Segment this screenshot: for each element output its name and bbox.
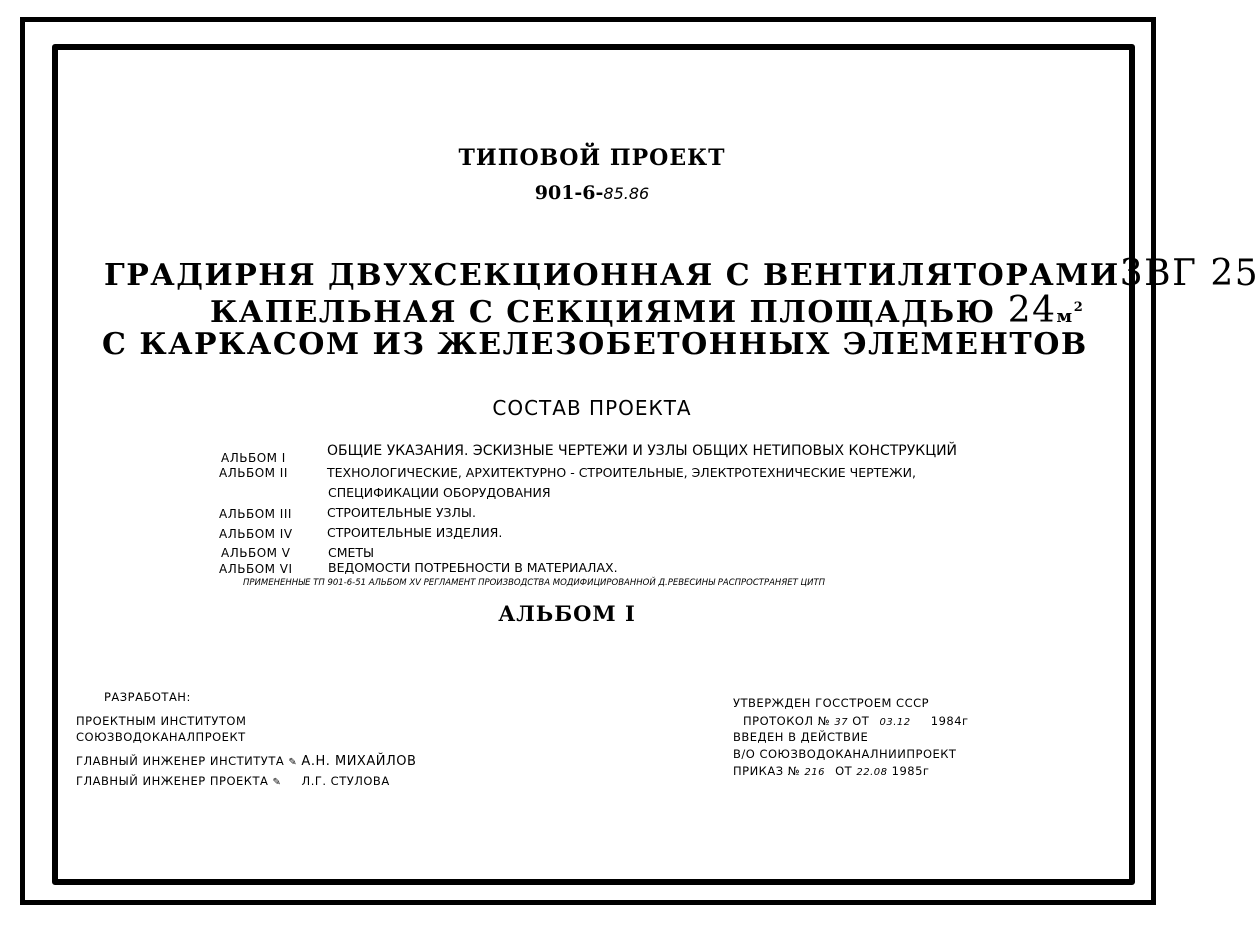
- album-1-text: ОБЩИЕ УКАЗАНИЯ. ЭСКИЗНЫЕ ЧЕРТЕЖИ И УЗЛЫ ОБЩИХ НЕТИПОВЫХ КОНСТРУКЦИЙ: [327, 443, 958, 459]
- heading-line-1-text: ГРАДИРНЯ ДВУХСЕКЦИОННАЯ С ВЕНТИЛЯТОРАМИ: [104, 258, 1120, 293]
- area-unit-superscript: 2: [1073, 300, 1085, 315]
- album-2-text-cont: СПЕЦИФИКАЦИИ ОБОРУДОВАНИЯ: [328, 485, 551, 500]
- album-6-label: АЛЬБОМ VI: [219, 562, 293, 576]
- protocol-ot: ОТ: [852, 714, 870, 728]
- album-3-text: СТРОИТЕЛЬНЫЕ УЗЛЫ.: [327, 505, 476, 520]
- heading-line-3: С КАРКАСОМ ИЗ ЖЕЛЕЗОБЕТОННЫХ ЭЛЕМЕНТОВ: [102, 327, 1088, 362]
- order-year: 1985г: [891, 764, 930, 778]
- approved-line-1: УТВЕРЖДЕН ГОССТРОЕМ СССР: [733, 696, 930, 710]
- album-4-label: АЛЬБОМ IV: [219, 527, 293, 541]
- area-unit: м: [1056, 306, 1074, 327]
- protocol-date: 03.12: [879, 717, 911, 728]
- chief-engineer-project: [76, 774, 390, 788]
- heading-line-2: [210, 290, 1084, 331]
- applied-projects-note: ПРИМЕНЕННЫЕ ТП 901-6-51 АЛЬБОМ XV РЕГЛАМЕНТ ПРОИЗВОДСТВА МОДИФИЦИРОВАННОЙ Д.РЕВЕСИНЫ РАСПРОСТРАНЯЕТ ЦИТП: [243, 578, 826, 588]
- composition-title: СОСТАВ ПРОЕКТА: [492, 396, 692, 420]
- protocol-label: ПРОТОКОЛ №: [743, 714, 831, 728]
- chief-engineer-institute: [76, 754, 416, 769]
- album-5-label: АЛЬБОМ V: [221, 546, 291, 560]
- album-2-text: ТЕХНОЛОГИЧЕСКИЕ, АРХИТЕКТУРНО - СТРОИТЕЛЬНЫЕ, ЭЛЕКТРОТЕХНИЧЕСКИЕ ЧЕРТЕЖИ,: [327, 465, 916, 480]
- heading-line-2-text: КАПЕЛЬНАЯ С СЕКЦИЯМИ ПЛОЩАДЬЮ: [210, 295, 996, 330]
- order-ot: ОТ: [835, 764, 853, 778]
- protocol-year: 1984г: [930, 714, 969, 728]
- project-number-handwritten: 85.86: [603, 184, 650, 203]
- order-date: 22.08: [856, 767, 888, 778]
- signature-2: ✎: [272, 777, 282, 788]
- approved-line-3: ВВЕДЕН В ДЕЙСТВИЕ: [733, 730, 869, 744]
- fan-model: 3ВГ 25: [1119, 253, 1259, 294]
- order-label: ПРИКАЗ №: [733, 764, 801, 778]
- chief-engineer-project-label: ГЛАВНЫЙ ИНЖЕНЕР ПРОЕКТА: [76, 774, 269, 788]
- album-4-text: СТРОИТЕЛЬНЫЕ ИЗДЕЛИЯ.: [327, 525, 503, 540]
- current-album-title: АЛЬБОМ I: [498, 601, 636, 626]
- chief-engineer-project-name: Л.Г. СТУЛОВА: [301, 774, 390, 788]
- chief-engineer-institute-name: А.Н. МИХАЙЛОВ: [301, 754, 417, 769]
- project-number-prefix: 901-6-: [534, 182, 604, 204]
- developed-line-2: СОЮЗВОДОКАНАЛПРОЕКТ: [76, 730, 246, 744]
- project-type-title: ТИПОВОЙ ПРОЕКТ: [458, 145, 726, 171]
- approved-protocol: [743, 714, 969, 728]
- album-3-label: АЛЬБОМ III: [219, 507, 292, 521]
- album-6-text: ВЕДОМОСТИ ПОТРЕБНОСТИ В МАТЕРИАЛАХ.: [328, 560, 618, 575]
- area-value: 24: [1007, 290, 1057, 331]
- project-number: [0, 182, 1184, 204]
- heading-line-1: [104, 253, 1259, 294]
- approved-order: [733, 764, 929, 778]
- album-1-label: АЛЬБОМ I: [221, 451, 286, 465]
- album-5-text: СМЕТЫ: [328, 545, 375, 560]
- developed-title: РАЗРАБОТАН:: [104, 690, 191, 704]
- album-2-label: АЛЬБОМ II: [219, 466, 288, 480]
- order-number: 216: [804, 767, 825, 778]
- protocol-number: 37: [834, 717, 849, 728]
- signature-1: ✎: [288, 757, 298, 768]
- developed-line-1: ПРОЕКТНЫМ ИНСТИТУТОМ: [76, 714, 247, 728]
- chief-engineer-institute-label: ГЛАВНЫЙ ИНЖЕНЕР ИНСТИТУТА: [76, 754, 285, 768]
- approved-line-4: В/О СОЮЗВОДОКАНАЛНИИПРОЕКТ: [733, 747, 957, 761]
